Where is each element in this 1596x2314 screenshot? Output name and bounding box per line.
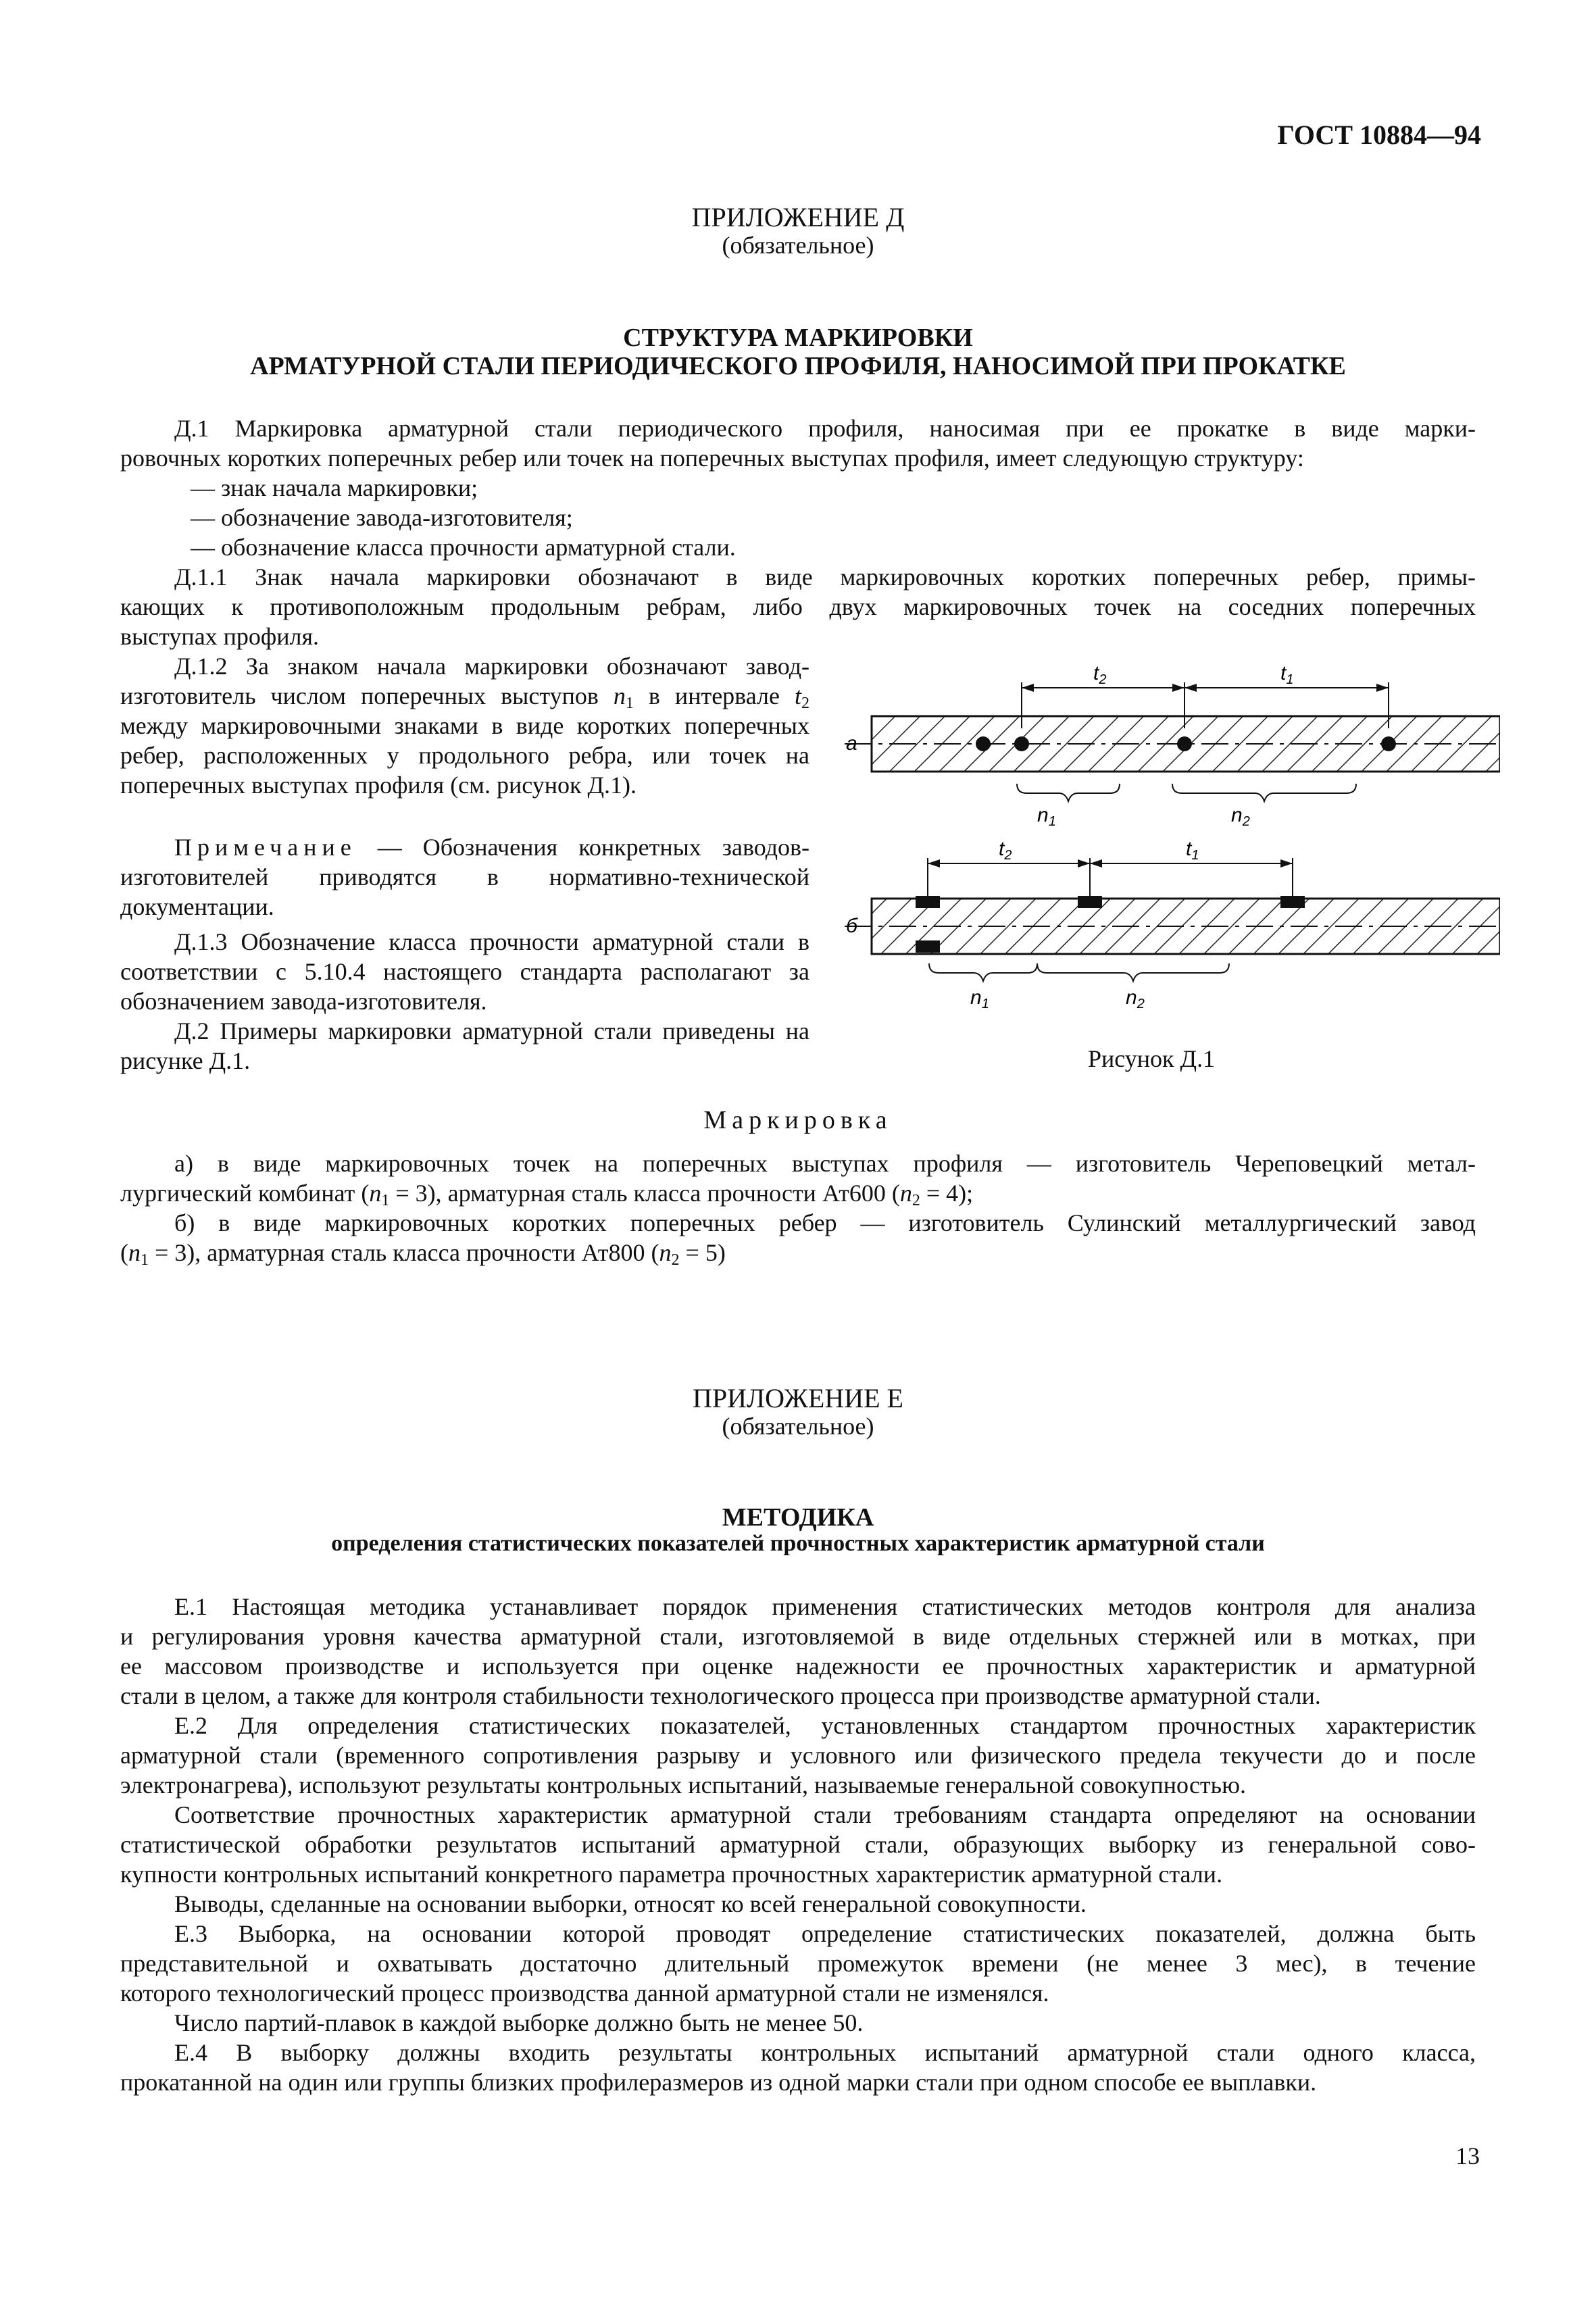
para-e1-line4: стали в целом, а также для контроля стабильности технологического процесса при производстве арматурной стали.	[120, 1682, 1321, 1709]
note-label: Примечание	[174, 834, 357, 861]
para-e2b-line1: Соответствие прочностных характеристик арматурной стали требованиям стандарта определяют на основании	[174, 1801, 1476, 1828]
appendix-d-heading-2: АРМАТУРНОЙ СТАЛИ ПЕРИОДИЧЕСКОГО ПРОФИЛЯ, НАНОСИМОЙ ПРИ ПРОКАТКЕ	[250, 352, 1346, 380]
bar-b	[845, 858, 1500, 981]
appendix-e-title: ПРИЛОЖЕНИЕ Е	[693, 1383, 903, 1413]
para-e1-line2: и регулирования уровня качества арматурной стали, изготовляемой в виде отдельных стержней или в мотках, при	[120, 1623, 1476, 1650]
label-a: a	[846, 732, 857, 755]
para-e3-line2: представительной и охватывать достаточно длительный промежуток времени (не менее 3 мес), в течение	[120, 1950, 1476, 1977]
marking-dot	[1177, 736, 1192, 751]
marking-rib	[1078, 896, 1102, 908]
para-e4-line1: Е.4 В выборку должны входить результаты контрольных испытаний арматурной стали одного класса,	[174, 2039, 1476, 2066]
para-e4-line2: прокатанной на один или группы близких профилеразмеров из одной марки стали при одном способе ее выплавки.	[120, 2069, 1317, 2096]
list-item-3: — обозначение класса прочности арматурной стали.	[191, 534, 736, 561]
label-t1-a: $t_1$	[1280, 662, 1294, 687]
appendix-d-title: ПРИЛОЖЕНИЕ Д	[691, 202, 905, 232]
list-item-2: — обозначение завода-изготовителя;	[191, 504, 573, 531]
figure-caption: Рисунок Д.1	[1088, 1045, 1216, 1072]
para-e3b: Число партий-плавок в каждой выборке должно быть не менее 50.	[174, 2009, 864, 2036]
para-e2-line2: арматурной стали (временного сопротивления разрыву и условного или физического предела текучести до и после	[120, 1742, 1476, 1769]
para-d11-line2: кающих к противоположным продольным ребрам, либо двух маркировочных точек на соседних поперечных	[120, 593, 1476, 620]
para-d13: Д.1.3 Обозначение класса прочности арматурной стали в соответствии с 5.10.4 настоящего стандарта располагают за обозначением завода-изготовителя.	[120, 928, 809, 1015]
bar-a	[845, 682, 1500, 801]
appendix-e-heading-2: определения статистических показателей прочностных характеристик арматурной стали	[331, 1531, 1265, 1556]
label-t2-a: $t_2$	[1093, 662, 1107, 687]
marking-b-line1: б) в виде маркировочных коротких поперечных ребер — изготовитель Сулинский металлургический завод	[174, 1209, 1476, 1236]
figure-d1	[838, 649, 1500, 1027]
label-n1-b: $n_1$	[970, 986, 989, 1011]
appendix-e-heading-1: МЕТОДИКА	[722, 1503, 874, 1532]
label-t2-b: $t_2$	[999, 838, 1012, 863]
para-d1-line1: Д.1 Маркировка арматурной стали периодического профиля, наносимая при ее прокатке в виде марки-	[174, 415, 1476, 442]
marking-a-line1: а) в виде маркировочных точек на поперечных выступах профиля — изготовитель Череповецкий метал-	[174, 1150, 1476, 1177]
label-n2-b: $n_2$	[1126, 986, 1145, 1011]
para-d11-line1: Д.1.1 Знак начала маркировки обозначают в виде маркировочных коротких поперечных ребер, примы-	[174, 563, 1476, 590]
para-e2-line1: Е.2 Для определения статистических показателей, установленных стандартом прочностных характеристик	[174, 1712, 1476, 1739]
para-e3-line1: Е.3 Выборка, на основании которой проводят определение статистических показателей, должна быть	[174, 1920, 1476, 1947]
para-d11-line3: выступах профиля.	[120, 623, 320, 650]
note: Примечание — Обозначения конкретных заводов-изготовителей приводятся в нормативно-технической документации.	[120, 834, 809, 920]
label-b: б	[846, 915, 857, 937]
marking-a-line2: лургический комбинат $(n_1 = 3)$, арматурная сталь класса прочности Ат600 $(n_2 = 4)$;	[120, 1180, 974, 1209]
para-e1-line3: ее массовом производстве и используется при оценке надежности ее прочностных характеристик и арматурной	[120, 1653, 1476, 1680]
marking-rib	[1280, 896, 1305, 908]
para-d2: Д.2 Примеры маркировки арматурной стали приведены на рисунке Д.1.	[120, 1017, 809, 1074]
appendix-e-status: (обязательное)	[722, 1413, 874, 1440]
label-t1-b: $t_1$	[1186, 838, 1199, 863]
marking-dot	[1014, 736, 1029, 751]
para-e2c: Выводы, сделанные на основании выборки, относят ко всей генеральной совокупности.	[174, 1890, 1087, 1917]
para-d12: Д.1.2 За знаком начала маркировки обозначают завод-изготовитель числом поперечных выступов $n_1$ в интервале $t_2$ между маркировочными знаками в виде коротких поперечных ребер, расположенных у продольного ребра, или точек на поперечных выступах профиля (см. рисунок Д.1).	[120, 653, 809, 799]
marking-b-line2: $(n_1 = 3)$, арматурная сталь класса прочности Ат800 $(n_2 = 5)$	[120, 1239, 726, 1269]
label-n2-a: $n_2$	[1231, 804, 1250, 829]
para-e2b-line3: купности контрольных испытаний конкретного параметра прочностных характеристик арматурной стали.	[120, 1861, 1223, 1888]
label-n1-a: $n_1$	[1037, 804, 1056, 829]
marking-dot	[976, 736, 991, 751]
marking-heading: Маркировка	[703, 1106, 893, 1134]
para-e2b-line2: статистической обработки результатов испытаний арматурной стали, образующих выборку из генеральной сово-	[120, 1831, 1476, 1858]
appendix-d-status: (обязательное)	[722, 232, 874, 259]
page-number: 13	[1455, 2142, 1480, 2169]
para-e2-line3: электронагрева), используют результаты контрольных испытаний, называемые генеральной совокупностью.	[120, 1771, 1246, 1799]
marking-rib	[916, 896, 940, 908]
marking-dot	[1381, 736, 1396, 751]
para-e1-line1: Е.1 Настоящая методика устанавливает порядок применения статистических методов контроля для анализа	[174, 1593, 1476, 1620]
appendix-d-heading-1: СТРУКТУРА МАРКИРОВКИ	[623, 324, 973, 352]
para-d1-line2: ровочных коротких поперечных ребер или точек на поперечных выступах профиля, имеет следующую структуру:	[120, 445, 1304, 472]
list-item-1: — знак начала маркировки;	[191, 474, 478, 501]
para-e3-line3: которого технологический процесс производства данной арматурной стали не изменялся.	[120, 1980, 1049, 2007]
document-code: ГОСТ 10884—94	[1277, 120, 1481, 150]
marking-rib	[916, 940, 940, 953]
